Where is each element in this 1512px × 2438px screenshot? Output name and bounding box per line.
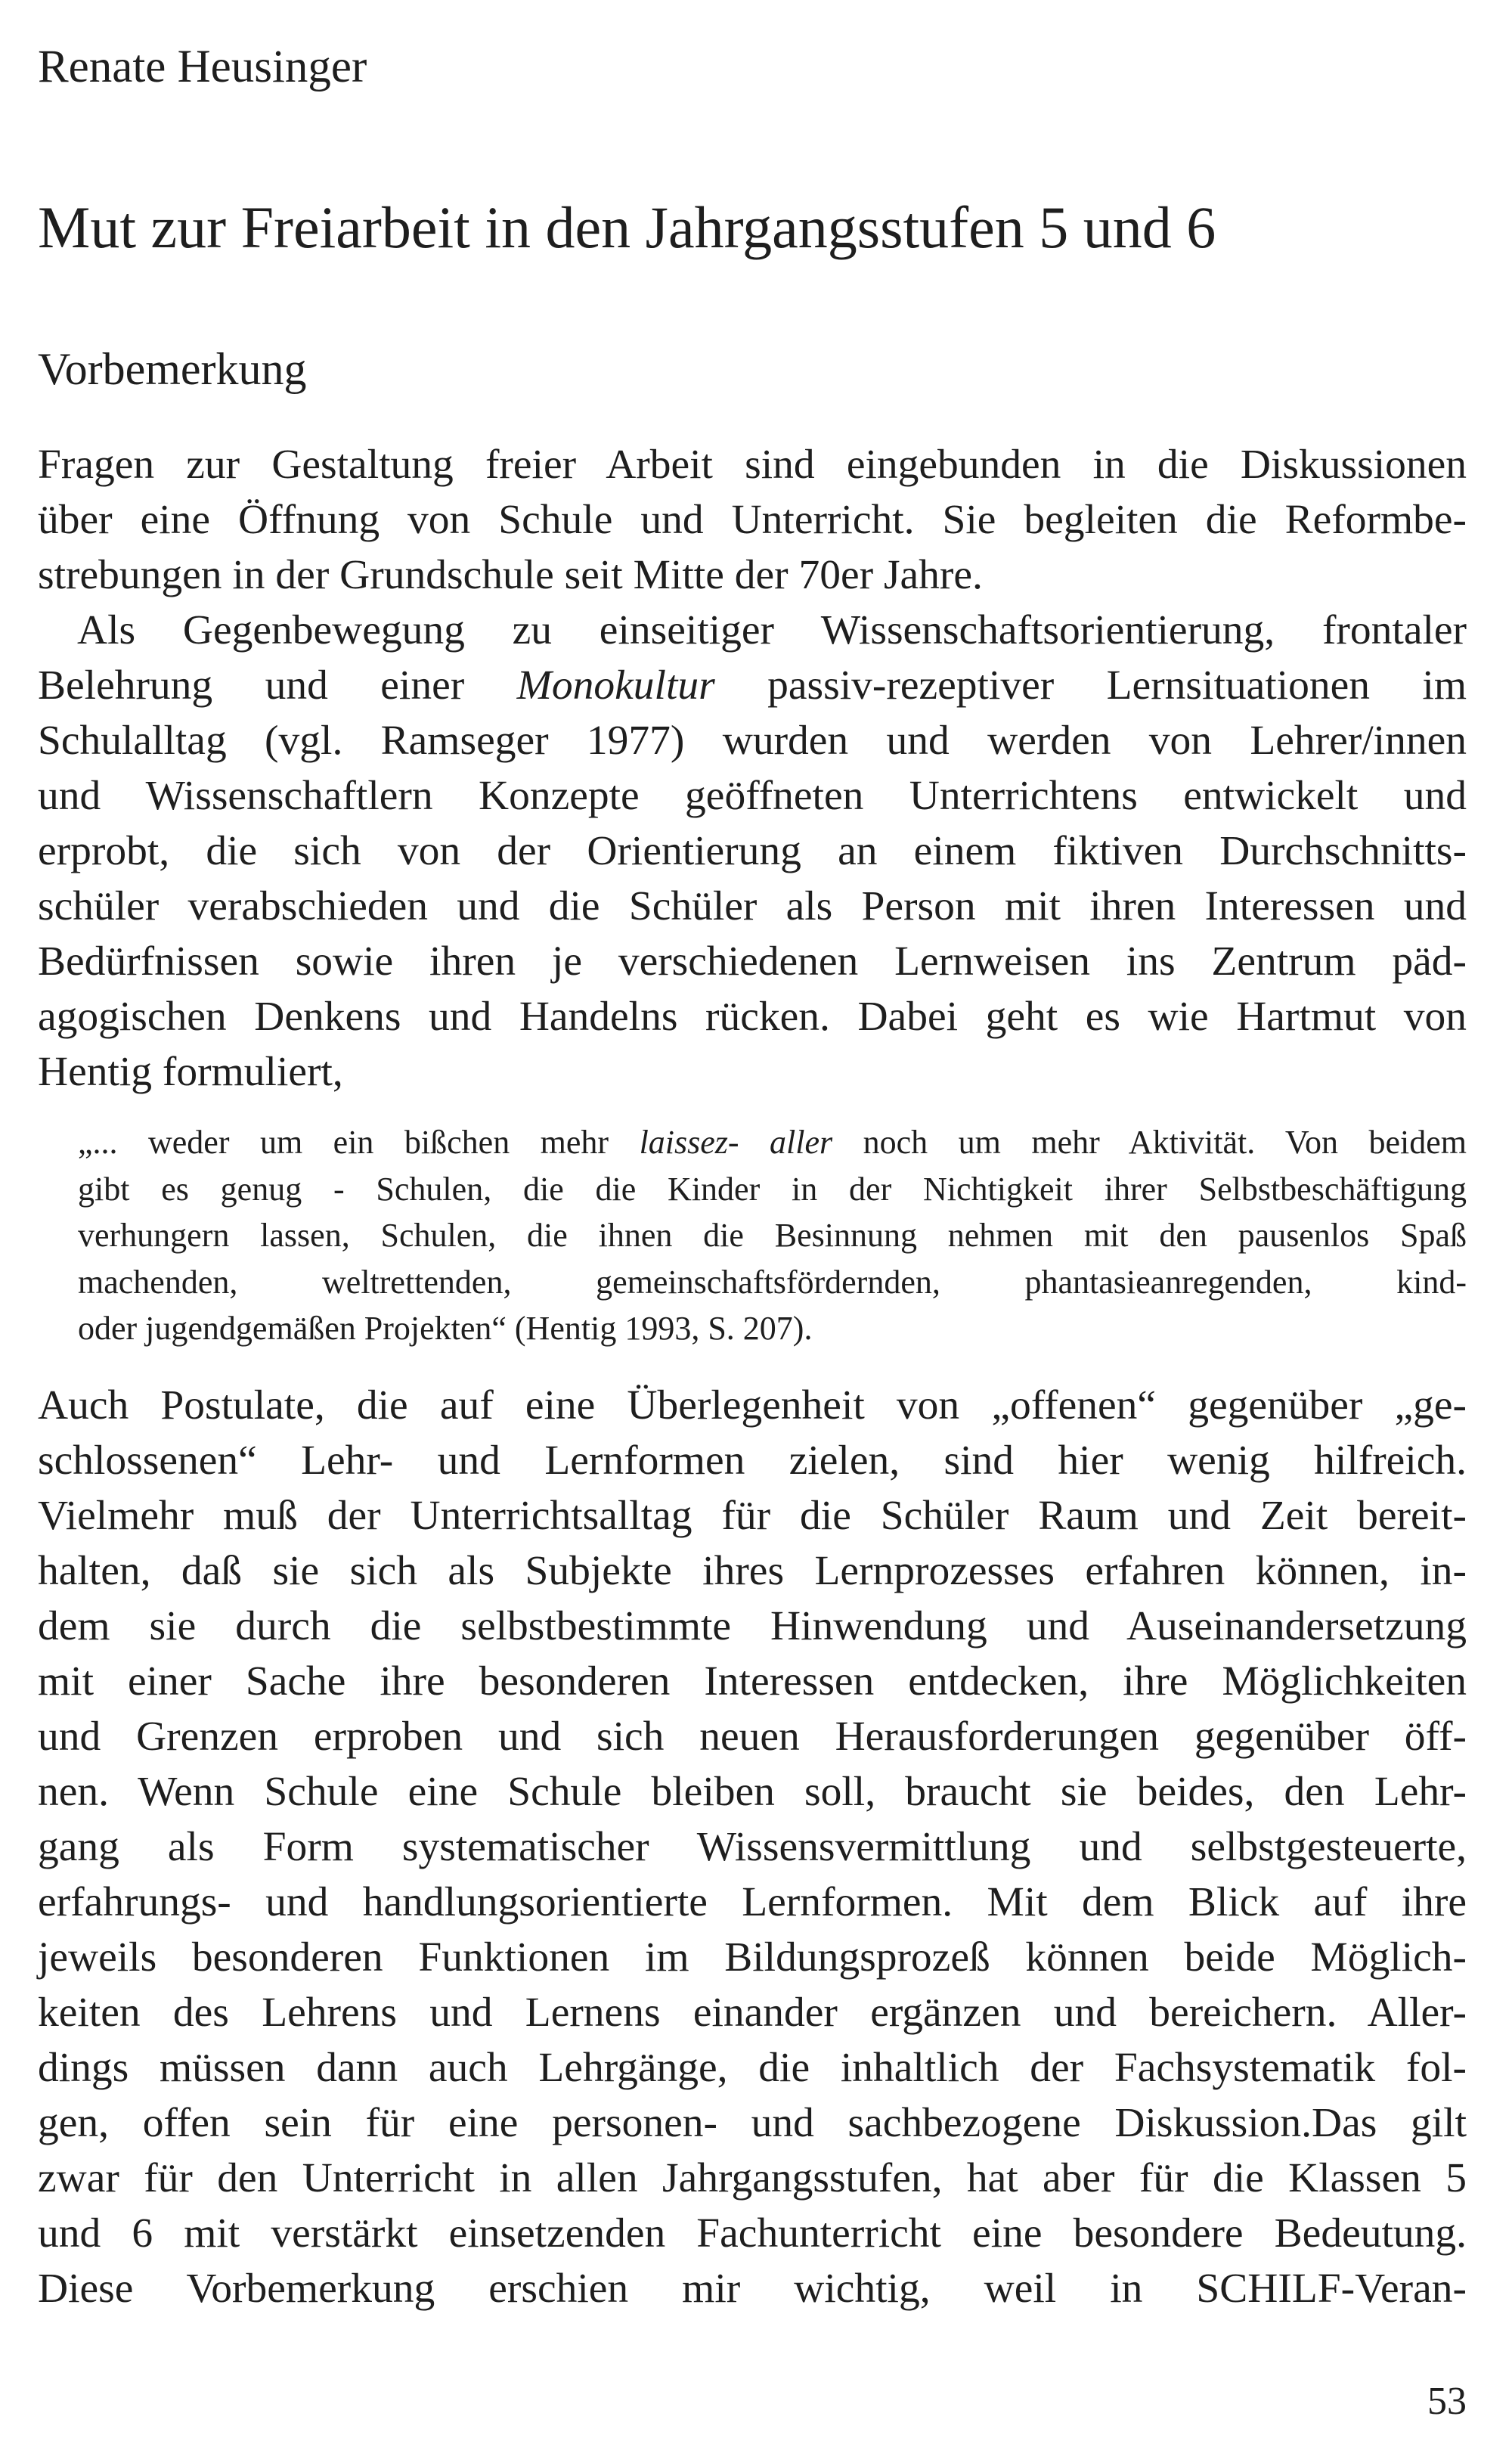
- text-segment: „... weder um ein bißchen mehr: [78, 1124, 640, 1161]
- text-segment: passiv-rezeptiver Lernsituationen im: [714, 662, 1467, 709]
- text-line: nen. Wenn Schule eine Schule bleiben soll, braucht sie beides, den Lehr-: [38, 1769, 1467, 1815]
- text-line: strebungen in der Grundschule seit Mitte der 70er Jahre.: [38, 552, 983, 598]
- quote-line: [78, 1119, 1467, 1166]
- text-line: keiten des Lehrens und Lernens einander ergänzen und bereichern. Aller-: [38, 1990, 1467, 2036]
- text-line: jeweils besonderen Funktionen im Bildungsprozeß können beide Möglich-: [38, 1934, 1467, 1980]
- text-line: Diese Vorbemerkung erschien mir wichtig, weil in SCHILF-Veran-: [38, 2266, 1467, 2312]
- text-line: und Grenzen erproben und sich neuen Herausforderungen gegenüber öff-: [38, 1714, 1467, 1760]
- text-line: und Wissenschaftlern Konzepte geöffneten Unterrichtens entwickelt und: [38, 773, 1467, 819]
- text-line: und 6 mit verstärkt einsetzenden Fachunterricht eine besondere Bedeutung.: [38, 2210, 1467, 2257]
- text-line: mit einer Sache ihre besonderen Interessen entdecken, ihre Möglichkeiten: [38, 1658, 1467, 1704]
- text-line: agogischen Denkens und Handelns rücken. Dabei geht es wie Hartmut von: [38, 994, 1467, 1040]
- text-line: Fragen zur Gestaltung freier Arbeit sind eingebunden in die Diskussionen: [38, 442, 1467, 488]
- paragraph-3: [38, 1378, 1467, 2316]
- text-line: Vielmehr muß der Unterrichtsalltag für die Schüler Raum und Zeit bereit-: [38, 1493, 1467, 1539]
- text-line: zwar für den Unterricht in allen Jahrgangsstufen, hat aber für die Klassen 5: [38, 2155, 1467, 2201]
- text-line: über eine Öffnung von Schule und Unterricht. Sie begleiten die Reformbe-: [38, 497, 1467, 543]
- text-segment: noch um mehr Aktivität. Von beidem: [832, 1124, 1467, 1161]
- paragraph-1: [38, 437, 1467, 603]
- text-line: dem sie durch die selbstbestimmte Hinwendung und Auseinandersetzung: [38, 1603, 1467, 1649]
- text-line: schlossenen“ Lehr- und Lernformen zielen, sind hier wenig hilfreich.: [38, 1438, 1467, 1484]
- text-line: dings müssen dann auch Lehrgänge, die inhaltlich der Fachsystematik fol-: [38, 2045, 1467, 2091]
- text-line: gen, offen sein für eine personen- und sachbezogene Diskussion.Das gilt: [38, 2100, 1467, 2146]
- italic-term: laissez- aller: [639, 1124, 833, 1161]
- quote-line: verhungern lassen, Schulen, die ihnen die Besinnung nehmen mit den pausenlos Spaß: [78, 1217, 1467, 1254]
- text-segment: Belehrung und einer: [38, 662, 517, 709]
- text-line: Hentig formuliert,: [38, 1049, 343, 1095]
- section-heading: Vorbemerkung: [38, 344, 307, 394]
- text-line: halten, daß sie sich als Subjekte ihres Lernprozesses erfahren können, in-: [38, 1548, 1467, 1594]
- text-line: [38, 658, 1467, 713]
- text-line: Auch Postulate, die auf eine Überlegenheit von „offenen“ gegenüber „ge-: [38, 1382, 1467, 1428]
- text-line: Als Gegenbewegung zu einseitiger Wissenschaftsorientierung, frontaler: [77, 607, 1467, 653]
- text-line: gang als Form systematischer Wissensvermittlung und selbstgesteuerte,: [38, 1824, 1467, 1870]
- page-number: 53: [1427, 2380, 1467, 2423]
- paragraph-2: [38, 603, 1467, 1100]
- text-line: erprobt, die sich von der Orientierung an einem fiktiven Durchschnitts-: [38, 828, 1467, 874]
- quote-line: oder jugendgemäßen Projekten“ (Hentig 1993, S. 207).: [78, 1310, 813, 1347]
- block-quote: [78, 1119, 1467, 1352]
- quote-line: gibt es genug - Schulen, die die Kinder in der Nichtigkeit ihrer Selbstbeschäftigung: [78, 1170, 1467, 1208]
- chapter-title: Mut zur Freiarbeit in den Jahrgangsstufen 5 und 6: [38, 194, 1216, 260]
- text-line: schüler verabschieden und die Schüler als Person mit ihren Interessen und: [38, 883, 1467, 929]
- author-name: Renate Heusinger: [38, 42, 367, 92]
- italic-term: Monokultur: [516, 662, 715, 709]
- text-line: Schulalltag (vgl. Ramseger 1977) wurden und werden von Lehrer/innen: [38, 718, 1467, 764]
- quote-line: machenden, weltrettenden, gemeinschaftsfördernden, phantasieanregenden, kind-: [78, 1263, 1467, 1301]
- text-line: erfahrungs- und handlungsorientierte Lernformen. Mit dem Blick auf ihre: [38, 1879, 1467, 1925]
- text-line: Bedürfnissen sowie ihren je verschiedenen Lernweisen ins Zentrum päd-: [38, 938, 1467, 985]
